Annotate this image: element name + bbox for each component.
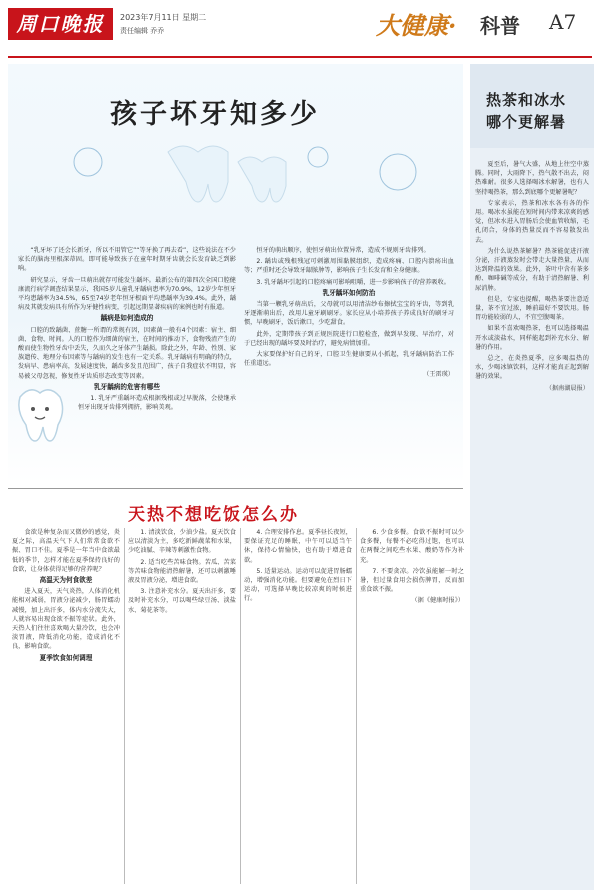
article1-title: 孩子坏牙知多少 bbox=[110, 99, 320, 130]
newspaper-logo: 周口晚报 bbox=[8, 8, 113, 40]
sidebar-para: 但是，专家也提醒，喝热茶要注意适量，茶不宜过浓，睡前最好不要饮用。肠胃功能较弱的人，不宜空腹喝茶。 bbox=[475, 295, 589, 322]
article2-para: 7. 不要贪凉。冷饮虽能解一时之暑，但过量食用会损伤脾胃，反而加重食欲不振。 bbox=[360, 567, 464, 594]
editor-credit: 责任编辑 乔乔 bbox=[120, 27, 165, 35]
article1-para: 口腔的致龋菌、蔗糖一所谓的常规有因，因素菌一般有4个因素：宿主、细菌、食物、时间。人的口腔作为细菌的宿主，在时间的推动下，食物残渣产生的酸而使生物性牙齿中丢失，久而久之牙体产生龋损。除此之外，年龄、性别、家族遗传、地理分布因素等与龋病的发生也有一定关系。乳牙龋病有明确的特点，发病早、患病率高，发展速度快，龋齿多发且范围广，孩子自我症状不明显，容易被父母忽视，修复性牙齿质形态改变等因素。 bbox=[18, 326, 236, 380]
column-rule bbox=[124, 528, 125, 884]
article1-para: 研究显示，牙齿一旦萌出就存可能发生龋坏。最新公布的第四次全国口腔健康流行病学调查结果显示，我国5岁儿童乳牙龋病患率为70.9%，12岁少年恒牙平均患龋率为34.5%，65至74岁老年恒牙根面平均患龋率为39.4%。此外，龋病及其就发病具有所作为牙健性病变，引起远期显著疾病的案例也时有报道。 bbox=[18, 276, 236, 312]
sidebar-para: 为什么说热茶解暑？热茶能促进汗液分泌，汗液蒸发时会带走大量热量，从而达到降温的效果。此外，茶叶中含有茶多酚、咖啡碱等成分，有助于清热解暑、利尿消肿。 bbox=[475, 247, 589, 292]
section-name bbox=[376, 6, 456, 41]
article2-author: （据《健康时报》） bbox=[411, 597, 464, 605]
column-rule bbox=[356, 528, 357, 884]
article1-column-1 bbox=[18, 246, 236, 482]
sidebar-title-line2: 哪个更解暑 bbox=[486, 113, 567, 131]
article2-column-2 bbox=[128, 528, 236, 884]
sidebar-title-line1: 热茶和冰水 bbox=[486, 91, 567, 109]
sidebar-body bbox=[475, 160, 589, 870]
masthead-rule bbox=[8, 56, 592, 58]
article1-para: 大家要保护好自己的牙，口腔卫生健康要从小抓起，乳牙龋病防治工作任重道远。 bbox=[244, 351, 454, 368]
masthead bbox=[0, 0, 600, 62]
section-subname: 科普 bbox=[480, 14, 520, 38]
sidebar-para: 夏至后，暑气大盛，从地上往空中蒸腾。同时，大雨降下，热气散不出去，闷热难耐。很多人选择喝冰水解暑，也有人坚持喝热茶，那么到底哪个更解暑呢？ bbox=[475, 161, 589, 196]
article1-para: 2. 龋齿或残根残冠可刺激周围黏膜组织，造成疼痛、口腔内溃疡出血等；严重时还会导致牙龈脓肿等，影响孩子生长发育和全身健康。 bbox=[244, 258, 454, 275]
article2-subhead: 高温天为何食欲差 bbox=[39, 576, 93, 585]
article1-author: （王雷瑛） bbox=[423, 371, 454, 379]
article1-para: 当第一颗乳牙萌出后，父母就可以用清洁纱布擦拭宝宝的牙齿，等到乳牙逐渐萌出后，改用儿童牙刷刷牙。家长应从小培养孩子养成良好的刷牙习惯，早晚刷牙，饭后漱口，少吃甜食。 bbox=[244, 301, 454, 327]
article2-column-1 bbox=[12, 528, 120, 884]
article2-para: 4. 合理安排作息。夏季昼长夜短，要保证充足的睡眠，中午可以适当午休，保持心情愉快，也有助于增进食欲。 bbox=[244, 529, 352, 564]
article2-column-3 bbox=[244, 528, 352, 884]
article1-para: 3. 乳牙龋坏引起的口腔疼痛可影响咀嚼，进一步影响孩子的营养吸收。 bbox=[256, 278, 450, 286]
article2-para: 5. 适量运动。运动可以促进胃肠蠕动，增强消化功能。但要避免在烈日下运动，可选择早晚比较凉爽的时候进行。 bbox=[244, 567, 352, 603]
sidebar-para: 如果不喜欢喝热茶，也可以选择喝温开水或淡盐水，同样能起到补充水分、解暑的作用。 bbox=[475, 325, 589, 351]
article2-column-4 bbox=[360, 528, 464, 884]
article2-para: 进入夏天，天气炎热，人体消化机能相对减弱，胃液分泌减少，肠胃蠕动减慢，加上出汗多，体内水分流失大，人就容易出现食欲不振等症状。此外，天热人们往往喜欢喝大量冷饮，也会冲淡胃液，降低消化功能，造成消化不良，影响食欲。 bbox=[12, 588, 120, 651]
section-name-a: 大健康 bbox=[376, 11, 448, 40]
article2-title: 天热不想吃饭怎么办 bbox=[128, 505, 299, 525]
dental-illustration bbox=[18, 132, 448, 242]
page-number: A7 bbox=[549, 10, 577, 34]
column-rule bbox=[240, 528, 241, 884]
article1-para: 1. 乳牙严重龋坏造成根据残根或过早脱落，会使继承恒牙出现牙齿排列拥挤，影响美观。 bbox=[78, 395, 236, 412]
article1-column-2 bbox=[244, 246, 454, 446]
sidebar-author: （据南湖晨报） bbox=[545, 384, 589, 392]
article1-para: 此外，定期带孩子到正规医院进行口腔检查，做到早发现、早治疗，对于已经出现的龋坏要及时治疗，避免病情加重。 bbox=[244, 330, 454, 347]
article1-subhead: 龋病是如何造成的 bbox=[100, 314, 154, 323]
article2-para: 1. 清淡饮食，少油少盐。夏天饮食应以清淡为主，多吃新鲜蔬菜和水果，少吃油腻、辛辣等刺激性食物。 bbox=[128, 529, 236, 555]
article2-para: 食欲是种复杂而又微妙的感觉，炎夏之际，高温天气下人们常常食欲不振、胃口不佳。夏季是一年当中食欲最低的季节，怎样才能在夏季保持良好的食欲，让身体获得足够的营养呢？ bbox=[12, 529, 120, 573]
article2-para: 2. 适当吃些苦味食物。苦瓜、苦菜等苦味食物能清热解暑，还可以刺激唾液及胃液分泌，增进食欲。 bbox=[128, 558, 236, 585]
article-divider bbox=[8, 488, 463, 489]
sidebar-para: 总之，在炎热夏季，应多喝温热的水，少喝冰镇饮料，这样才能真正起到解暑的效果。 bbox=[475, 355, 589, 381]
section-dot: · bbox=[448, 11, 457, 40]
sidebar-para: 专家表示，热茶和冰水各有各的作用。喝冰水虽能在短时间内带来凉爽的感觉，但冰水进入胃肠后会使血管收缩，毛孔闭合，身体的热量反而不容易散发出去。 bbox=[475, 199, 589, 244]
article1-subhead: 乳牙龋坏如何防治 bbox=[322, 288, 376, 297]
article2-para: 3. 注意补充水分。夏天出汗多，要及时补充水分，可以喝些绿豆汤、淡盐水、菊花茶等。 bbox=[128, 588, 236, 614]
article1-para: “乳牙坏了还会长新牙，所以不用管它”“等牙换了再去看”，这些说法在不少家长的脑海里根深蒂固。即可能导致孩子在童年时期牙齿就会长发育缺乏到影响。 bbox=[18, 247, 236, 273]
article2-para: 6. 少食多餐。食欲不振时可以少食多餐，每餐不必吃得过饱，也可以在两餐之间吃些水果、酸奶等作为补充。 bbox=[360, 529, 464, 564]
tooth-mascot-icon bbox=[14, 385, 66, 443]
article1-subhead: 乳牙龋病的危害有哪些 bbox=[94, 382, 160, 391]
article2-subhead: 夏季饮食如何调理 bbox=[39, 653, 93, 662]
issue-date: 2023年7月11日 星期二 bbox=[120, 13, 207, 22]
article1-para: 恒牙的萌出顺序，使恒牙萌出位置异常，造成不规则牙齿排列。 bbox=[256, 247, 430, 254]
